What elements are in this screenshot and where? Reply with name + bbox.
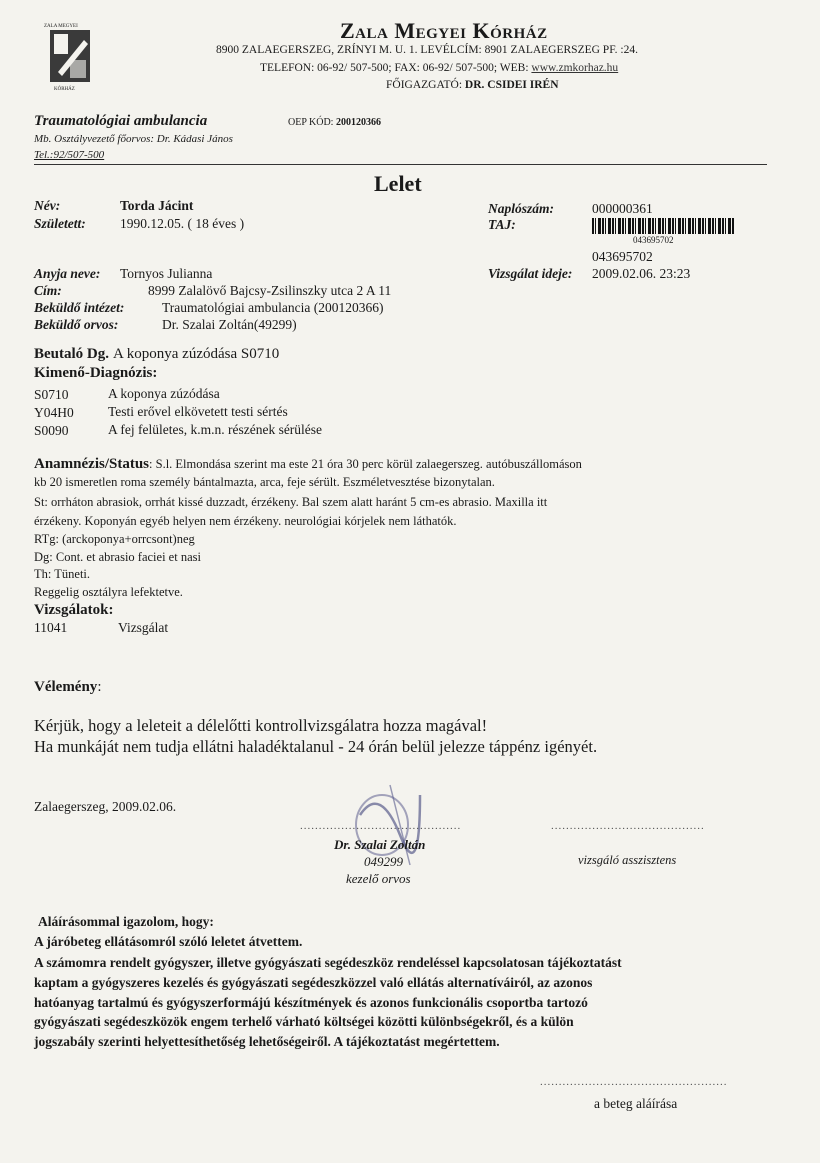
patient-signature-label: a beteg aláírása <box>594 1096 678 1111</box>
diagnosis-code: S0090 <box>34 423 69 438</box>
doctor-role: kezelő orvos <box>346 871 411 886</box>
page-title: Lelet <box>374 171 422 196</box>
patient-name: Torda Jácint <box>120 198 194 213</box>
hospital-name: Zala Megyei Kórház <box>340 18 548 43</box>
consent-heading: Aláírásommal igazolom, hogy: <box>38 914 214 929</box>
exam-time-label: Vizsgálat ideje: <box>488 266 573 281</box>
diagnosis-desc: A koponya zúzódása <box>108 386 220 401</box>
consent-line-2: A számomra rendelt gyógyszer, illetve gyógyászati segédeszköz rendeléssel kapcsolatosan tájékoztatást <box>34 955 622 970</box>
address-label: Cím: <box>34 283 62 298</box>
department-phone: Tel.:92/507-500 <box>34 149 105 161</box>
oep-code <box>288 117 381 128</box>
web-link[interactable]: www.zmkorhaz.hu <box>531 62 619 74</box>
exams-label: Vizsgálatok <box>34 602 109 618</box>
anamnesis-text: : S.l. Elmondása szerint ma este 21 óra 30 perc körül zalaegerszeg. autóbuszállomáson <box>149 457 582 471</box>
patient-born: 1990.12.05. ( 18 éves ) <box>120 216 245 231</box>
born-label: Született: <box>34 216 86 231</box>
exams-heading: Vizsgálatok: <box>34 602 114 618</box>
hospital-contact <box>260 62 618 74</box>
opinion-heading: Vélemény: <box>34 679 102 695</box>
header-divider <box>34 164 767 165</box>
director-line <box>386 79 559 91</box>
anamnesis-line-7: Th: Tüneti. <box>34 567 91 581</box>
referral-label: Beutaló Dg. <box>34 346 109 362</box>
consent-line-4: hatóanyag tartalmú és gyógyszerformájú készítmények és azonos funkcionális csoportba tartozó <box>34 995 588 1010</box>
doctor-signature-line: ........................................... <box>300 820 462 832</box>
logo-caption-bottom: KÓRHÁZ <box>54 87 75 92</box>
hospital-logo <box>44 20 96 92</box>
opinion-label: Vélemény <box>34 679 98 695</box>
referral-diagnosis <box>34 345 279 363</box>
place-date: Zalaegerszeg, 2009.02.06. <box>34 799 177 814</box>
opinion-line-1: Kérjük, hogy a leleteit a délelőtti kontrollvizsgálatra hozza magával! <box>34 716 488 735</box>
name-label: Név: <box>34 198 61 213</box>
discharge-label: Kimenő-Diagnózis: <box>34 365 158 381</box>
mother-name: Tornyos Julianna <box>120 266 213 281</box>
exam-code: 11041 <box>34 620 68 635</box>
diagnosis-row <box>34 404 288 422</box>
anamnesis-label: Anamnézis/Status <box>34 456 150 472</box>
opinion-line-2: Ha munkáját nem tudja ellátni haladéktalanul - 24 órán belül jelezze táppénz igényét. <box>34 737 598 756</box>
doctor-code: 049299 <box>364 854 403 869</box>
oep-label: OEP KÓD: <box>288 117 336 128</box>
sender-institution: Traumatológiai ambulancia (200120366) <box>162 300 384 315</box>
assistant-role: vizsgáló asszisztens <box>578 853 677 867</box>
director-name: DR. CSIDEI IRÉN <box>464 79 559 91</box>
diagnosis-desc: Testi erővel elkövetett testi sértés <box>108 404 288 419</box>
referral-text: A koponya zúzódása S0710 <box>113 346 280 362</box>
anamnesis-line-5: RTg: (arckoponya+orrcsont)neg <box>34 532 195 546</box>
diagnosis-list <box>34 386 323 440</box>
sender-doctor: Dr. Szalai Zoltán(49299) <box>162 317 297 332</box>
consent-line-5: gyógyászati segédeszközök engem terhelő várható költségei közötti különbségekről, és a külön <box>34 1014 574 1029</box>
anamnesis-line-1 <box>34 456 582 473</box>
mother-label: Anyja neve: <box>34 266 101 281</box>
hospital-address: 8900 ZALAEGERSZEG, ZRÍNYI M. U. 1. LEVÉLCÍM: 8901 ZALAEGERSZEG PF. :24. <box>216 44 639 56</box>
consent-line-1: A járóbeteg ellátásomról szóló leletet átvettem. <box>34 934 303 949</box>
sender-doc-label: Beküldő orvos: <box>34 317 119 332</box>
department-name: Traumatológiai ambulancia <box>34 113 208 129</box>
taj-number: 043695702 <box>592 249 653 264</box>
exam-time: 2009.02.06. 23:23 <box>592 266 691 281</box>
patient-signature-line: .................................................. <box>540 1076 728 1088</box>
taj-barcode <box>592 218 734 234</box>
consent-line-6: jogszabály szerinti helyettesíthetőség lehetőségeiről. A tájékoztatást megértettem. <box>34 1034 500 1049</box>
diagnosis-row <box>34 386 220 404</box>
exam-name: Vizsgálat <box>118 620 169 635</box>
sender-inst-label: Beküldő intézet: <box>34 300 125 315</box>
oep-value: 200120366 <box>335 117 381 128</box>
taj-label: TAJ: <box>488 217 516 232</box>
anamnesis-line-2: kb 20 ismeretlen roma személy bántalmazta, arca, feje sérült. Eszméletvesztése bizonytalan. <box>34 475 495 489</box>
barcode-text: 043695702 <box>633 235 674 245</box>
diagnosis-row <box>34 422 323 440</box>
log-number: 000000361 <box>592 201 653 216</box>
consent-line-3: kaptam a gyógyszeres kezelés és gyógyászati segédeszközzel való ellátás alternatíváiról, az azonos <box>34 975 593 990</box>
logo-caption-top: ZALA MEGYEI <box>44 24 78 29</box>
contact-text: TELEFON: 06-92/ 507-500; FAX: 06-92/ 507-500; WEB: <box>260 62 532 74</box>
log-label: Naplószám: <box>488 201 555 216</box>
director-label: FŐIGAZGATÓ: <box>386 79 465 91</box>
anamnesis-line-3: St: orrháton abrasiok, orrhát kissé duzzadt, érzékeny. Bal szem alatt haránt 5 cm-es abrasio. Maxilla itt <box>34 495 548 509</box>
anamnesis-line-6: Dg: Cont. et abrasio faciei et nasi <box>34 550 201 564</box>
patient-address: 8999 Zalalövő Bajcsy-Zsilinszky utca 2 A 11 <box>148 283 392 298</box>
diagnosis-desc: A fej felületes, k.m.n. részének sérülése <box>108 422 323 437</box>
assistant-signature-line: ......................................... <box>551 820 705 832</box>
diagnosis-code: Y04H0 <box>34 405 74 420</box>
diagnosis-code: S0710 <box>34 387 69 402</box>
anamnesis-line-8: Reggelig osztályra lefektetve. <box>34 585 183 599</box>
department-head: Mb. Osztályvezető főorvos: Dr. Kádasi János <box>34 133 233 145</box>
doctor-name: Dr. Szalai Zoltán <box>334 837 426 852</box>
anamnesis-line-4: érzékeny. Koponyán egyéb helyen nem érzékeny. neurológiai kórjelek nem láthatók. <box>34 514 457 528</box>
